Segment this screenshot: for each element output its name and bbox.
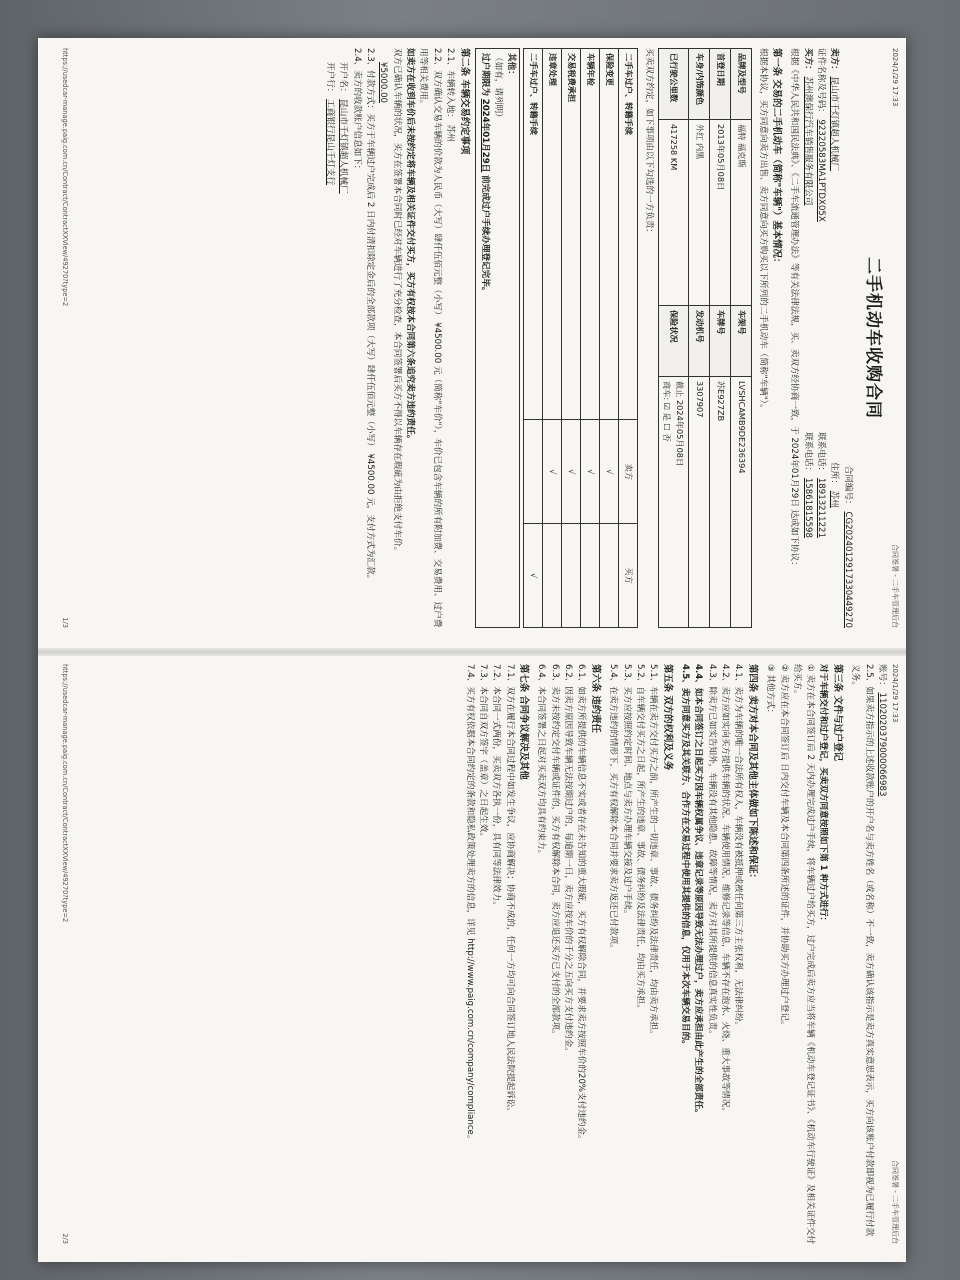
plate-value: 苏E927ZB	[710, 376, 731, 627]
table-row	[710, 49, 731, 628]
article-1-desc: 根据本协议，买方同意向卖方出售、卖方同意向买方购买以下所列的二手机动车（简称"车辆"）。	[757, 48, 768, 413]
account-no: 1102020379000066983	[877, 692, 887, 797]
print-timestamp: 2024/1/29 17:33	[891, 48, 899, 107]
account-no-row	[875, 664, 888, 1244]
resp-head-buyer: 买方	[619, 524, 638, 628]
insurance-value	[658, 376, 688, 627]
engine-label: 发动机号	[689, 305, 710, 376]
resp-buyer-check: √	[524, 524, 543, 628]
clause-4-1: 4.1、卖方为车辆的唯一合法所有权人，车辆没有被抵押或被任何第三方主张权利，无法律纠纷。	[733, 664, 744, 1031]
clause-4-3: 4.3、除卖方已如实告知外，车辆没有其他隐患、故障等情况，卖方对其所提供的信息真实性负责。	[706, 664, 717, 1039]
account-name: 昆山市千灯镇超人机械厂	[338, 99, 349, 194]
contract-title: 二手机动车收购合同	[863, 257, 883, 419]
seller-id: 92320583MA1PTDX05X	[816, 119, 827, 222]
table-row	[524, 49, 543, 628]
page-number: 1/3	[61, 617, 70, 628]
print-header	[888, 664, 900, 1244]
clause-3-1: ① 卖方在本合同签订后 2 天内办理完成过户手续，将车辆过户给买方，过户完成后卖方应当将车辆《机动车登记证书》、《机动车行驶证》及相关证件交付给买方。	[791, 664, 816, 1244]
insurance-date: 截止 2024年05月08日	[675, 380, 686, 467]
clause-2-5: 2.5、如果卖方指示的上述收款账户的开户名与卖方姓名（或名称）不一致，卖方确认该指示是卖方真实意思表示，买方向该账户付款即视为已履行付款义务。	[850, 664, 874, 1237]
print-timestamp: 2024/1/29 17:33	[891, 664, 899, 723]
resp-buyer-check	[600, 524, 619, 628]
engine-value: 3307907	[689, 376, 710, 627]
clause-2-4: 2.4、卖方的收款账户信息如下：	[351, 48, 362, 174]
clause-2-3: 2.3、付款方式：买方于车辆过户完成后 2 日内付清扣除定金后的全部款项（大写）肆仟伍佰元整（小写） ¥4500.00 元，支付方式为汇款。	[365, 48, 376, 584]
brand-label: 品牌及型号	[731, 49, 752, 120]
table-row	[689, 49, 710, 628]
vehicle-info-table	[658, 48, 752, 628]
article-4-heading: 第四条 卖方对本合同及其他主体做如下陈述和保证：	[746, 664, 758, 883]
print-footer	[60, 48, 70, 628]
vin-label: 车架号	[731, 305, 752, 376]
footer-url: https://usedcar-manage.paig.com.cn/Contract/ContractXXView/49270?type=2	[61, 48, 70, 307]
bank-name: 工商银行昆山千灯支行	[325, 99, 336, 186]
table-row	[600, 49, 619, 628]
resp-item: 保险变更	[600, 49, 619, 420]
clause-3-3: ③ 其他方式：	[765, 664, 776, 718]
page-number: 2/3	[61, 1233, 70, 1244]
transfer-deadline-rest: 前完成过户手续办理登记完毕。	[479, 175, 490, 296]
resp-buyer-check	[562, 524, 581, 628]
table-row	[731, 49, 752, 628]
seller-row	[827, 48, 840, 628]
table-row	[619, 49, 638, 628]
resp-seller-check: √	[581, 420, 600, 524]
clause-2-2b: 如卖方在收到车价后未按约定将车辆及相关证件交付买方，买方有权按本合同第六条追究卖方违约责任。	[405, 48, 416, 444]
clause-2-2c: 双方已确认车辆的状况，买方在签署本合同时已经对车辆进行了充分检查，本合同签署后买方不得以车辆存在瑕疵为由拒绝支付车价。	[391, 48, 402, 556]
print-footer	[60, 664, 70, 1244]
address-label: 住所：	[829, 462, 840, 489]
print-source: 合同签署 - 二手车管理后台	[891, 544, 899, 628]
article-6-heading: 第六条 违约责任	[589, 664, 601, 733]
plate-label: 车牌号	[710, 305, 731, 376]
clause-4-2: 4.2、卖方应如实向买方提供车辆的状况、车辆使用情况、维修记录等信息，车辆不存在泡水、火烧、重大事故等情况。	[720, 664, 731, 1116]
article-3-heading: 第三条 文件与过户登记	[832, 664, 844, 762]
seller-phone: 18913211221	[816, 477, 827, 538]
deposit-amount: ¥5000.00	[378, 62, 389, 104]
transfer-deadline-label: 过户期限为	[479, 53, 490, 96]
clause-2-2: 2.2、双方确认交易车辆的价款为人民币（大写）肆仟伍佰元整（小写） ¥4500.00 元（简称"车价"），车价已包含车辆的所有附加费、交易费用、过户费用等相关费用。	[418, 48, 442, 628]
contract-page-1	[60, 48, 900, 628]
footer-url: https://usedcar-manage.paig.com.cn/Contract/ContractXXView/49270?type=2	[61, 664, 70, 923]
insurance-label: 保险状况	[658, 305, 688, 376]
clause-6-1: 6.1、如卖方所提供的车辆信息不实或者存在未告知的重大瑕疵，买方有权解除合同，并要求卖方按照车价的20%支付违约金。	[576, 664, 587, 1144]
seller-phone-label: 联系电话：	[816, 432, 827, 476]
clause-6-4: 6.4、本合同签署之日起对买卖双方均具有约束力。	[536, 664, 547, 859]
clause-5-3: 5.3、买方应按照约定时间、地点与卖方办理车辆交接及过户手续。	[621, 664, 632, 919]
reg-date-value: 2013年05月08日	[710, 120, 731, 306]
clause-5-4: 5.4、在卖方违约的情形下，买方有权解除本合同并要求卖方返还已付款项。	[608, 664, 619, 953]
table-row	[658, 49, 688, 628]
print-source: 合同签署 - 二手车管理后台	[891, 1160, 899, 1244]
clause-6-3: 6.3、卖方未按约定交付车辆或证件的，买方有权解除本合同，卖方应退还买方已支付的全部款项。	[549, 664, 560, 1039]
page-fold	[38, 648, 906, 656]
clause-5-1: 5.1、车辆在卖方交付买方之前，所产生的一切违章、事故、债务纠纷及法律责任，均由卖方承担。	[648, 664, 659, 1039]
clause-7-3: 7.3、本合同自双方签字（盖章）之日起生效。	[477, 664, 488, 841]
brand-value: 福特 福克斯	[731, 120, 752, 306]
other-label: 其他：	[506, 53, 517, 79]
resp-seller-check: √	[562, 420, 581, 524]
buyer-label: 买方：	[802, 48, 813, 74]
table-row	[581, 49, 600, 628]
resp-item: 违章处理	[543, 49, 562, 420]
contract-no-label: 合同编号：	[842, 465, 853, 509]
buyer-phone: 15861815598	[802, 477, 813, 538]
article-5-heading: 第五条 双方的权利及义务	[661, 664, 673, 771]
color-value: 外红 内黑	[689, 120, 710, 306]
bank-label: 开户行：	[325, 62, 336, 97]
table-row	[543, 49, 562, 628]
resp-item: 交易税费承担	[562, 49, 581, 420]
clause-3-2: ② 卖方应在本合同签订后 日内交付车辆及本合同第四条所述的证件，并协助买方办理过户登记。	[778, 664, 789, 1030]
seller-address: 苏州	[829, 490, 840, 508]
color-label: 车身/内饰颜色	[689, 49, 710, 120]
clause-2-1: 2.1、车辆转入地： 苏州	[444, 48, 455, 142]
contract-sheet	[38, 38, 906, 1262]
responsibility-table	[523, 48, 638, 628]
article-7-heading: 第七条 合同争议解决及其他	[518, 664, 530, 780]
resp-seller-check: √	[600, 420, 619, 524]
clause-7-1: 7.1、双方在履行本合同过程中如发生争议，应协商解决；协商不成的，任何一方均可向合同签订地人民法院提起诉讼。	[504, 664, 515, 1116]
article-1-heading: 第一条 交易的二手机动车（简称"车辆"）基本情况：	[771, 48, 783, 268]
mileage-value: 417258 KM	[658, 120, 688, 306]
contract-no-row	[840, 48, 853, 628]
clause-7-2: 7.2、本合同一式两份，买卖双方各执一份，具有同等法律效力。	[491, 664, 502, 910]
resp-head-item: 二手车过户、转籍手续	[619, 49, 638, 420]
clause-4-4: 4.4、如本合同签订之日起买方因车辆权属争议、违章记录等原因导致无法办理过户，卖方应承担由此产生的全部责任。	[693, 664, 704, 1118]
transfer-deadline: 2024年01月29日	[479, 98, 490, 173]
seller-id-label: 证件名称及号码：	[816, 48, 827, 117]
account-no-label: 账号：	[877, 664, 887, 690]
resp-buyer-check	[543, 524, 562, 628]
account-name-row	[336, 48, 349, 628]
resp-buyer-check	[581, 524, 600, 628]
clause-3-intro: 对于车辆交付和过户登记，买卖双方同意按照如下第 1 种方式进行：	[818, 664, 829, 926]
insurance-commercial: 商车: ☑ 是 ☐ 否	[662, 380, 673, 442]
intro-paragraph: 根据《中华人民共和国民法典》、《二手车流通管理办法》等有关法律法规，买、卖双方经协商一致，于 2024年01月29日 达成如下协议：	[789, 48, 800, 570]
clause-5-2: 5.2、自车辆交付买方之日起，所产生的违章、事故、债务纠纷及法律责任，均由买方承担。	[634, 664, 645, 1013]
clause-7-4: 7.4、买方有权依据本合同约定的条款和隐私政策处理卖方的信息，详见 http://www.paig.com.cn/company/compliance。	[464, 664, 475, 1144]
clause-6-2: 6.2、因卖方原因导致车辆无法按期过户的，每逾期一日，卖方应按车价的千分之五向买方支付违约金。	[563, 664, 574, 1056]
seller-label: 卖方：	[829, 48, 840, 74]
contract-page-2	[60, 664, 900, 1244]
other-hint: （如有，请列明）	[493, 53, 504, 122]
seller-id-row	[814, 48, 827, 628]
resp-head-seller: 卖方	[619, 420, 638, 524]
responsibility-intro: 买卖双方约定，如下事项由以下勾选的一方负责：	[643, 48, 654, 238]
table-row	[562, 49, 581, 628]
other-box	[475, 48, 521, 628]
buyer-phone-label: 联系电话：	[802, 432, 813, 476]
account-name-label: 开户名：	[338, 62, 349, 97]
buyer-name: 苏州澳保行汽车销售服务有限公司	[802, 76, 813, 206]
resp-item: 车辆年检	[581, 49, 600, 420]
resp-seller-check: √	[543, 420, 562, 524]
article-2-heading: 第二条 车辆交易约定事项	[458, 48, 470, 155]
resp-item-first: 二手车过户、转籍手续	[524, 49, 543, 420]
vin-value: LVSHCAMB9DE236394	[731, 376, 752, 627]
resp-seller-check	[524, 420, 543, 524]
mileage-label: 已行驶公里数	[658, 49, 688, 120]
clause-4-5: 4.5、卖方同意买方及其关联方、合作方在交易过程中使用其提供的信息，仅用于本次车辆交易目的。	[680, 664, 691, 1049]
print-header	[888, 48, 900, 628]
seller-name: 昆山市千灯镇超人机械厂	[829, 76, 840, 172]
bank-row	[323, 48, 336, 628]
contract-no: CG20240129173304492​70	[842, 511, 853, 628]
reg-date-label: 首登日期	[710, 49, 731, 120]
buyer-row	[800, 48, 813, 628]
